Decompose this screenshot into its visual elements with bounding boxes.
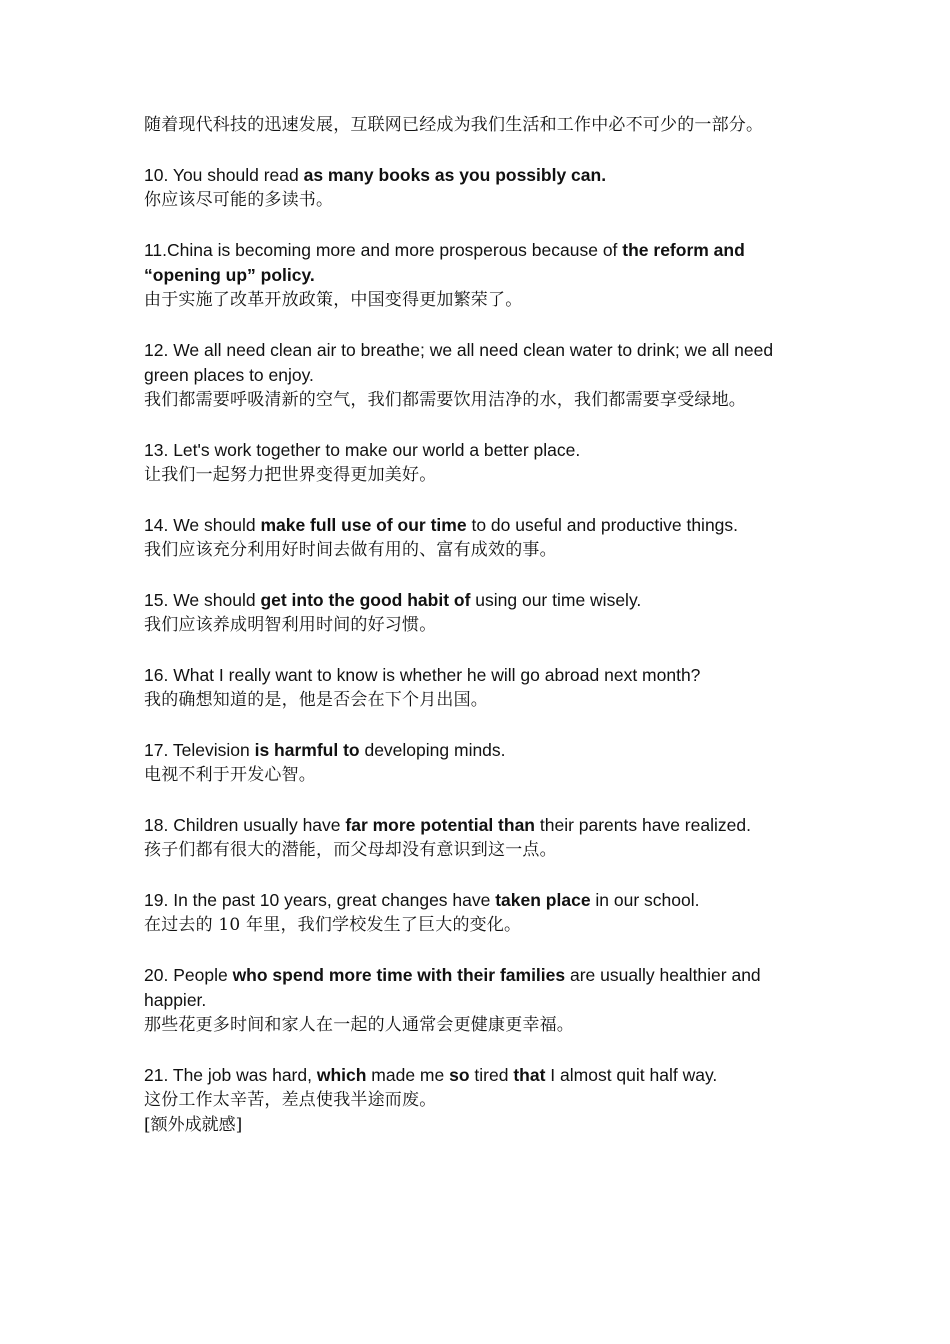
chinese-translation: 我们应该充分利用好时间去做有用的、富有成效的事。 [144, 540, 557, 560]
sentence-number: 18. [144, 815, 174, 835]
english-sentence [144, 1063, 809, 1088]
english-sentence [144, 588, 809, 613]
english-sentence [144, 888, 809, 913]
sentence-number: 20. [144, 965, 174, 985]
sentence-text: We should [173, 590, 261, 610]
sentence-text: What I really want to know is whether he will go abroad next month? [173, 665, 701, 685]
sentence-text: China is becoming more and more prosperous because of [167, 240, 623, 260]
sentence-number: 19. [144, 890, 174, 910]
sentence-number: 16. [144, 665, 174, 685]
english-sentence [144, 813, 809, 838]
sentence-item [144, 588, 809, 638]
sentence-item [144, 1063, 809, 1138]
english-sentence [144, 738, 809, 763]
sentence-number: 11. [144, 240, 168, 260]
chinese-translation: 这份工作太辛苦，差点使我半途而废。 [144, 1090, 437, 1110]
sentence-text: are usually healthier and happier. [144, 965, 761, 1010]
sentence-text: developing minds. [359, 740, 506, 760]
sentence-item [144, 738, 809, 788]
sentence-text: to do useful and productive things. [466, 515, 739, 535]
sentence-text: tired [469, 1065, 514, 1085]
sentence-number: 14. [144, 515, 174, 535]
english-sentence [144, 438, 809, 463]
sentence-item [144, 888, 809, 938]
key-phrase: as many books as you possibly can. [303, 165, 607, 185]
sentence-text: The job was hard, [172, 1065, 317, 1085]
document-page [144, 113, 809, 1163]
key-phrase: is harmful to [254, 740, 360, 760]
sentence-text: People [173, 965, 233, 985]
sentence-item [144, 238, 809, 313]
sentence-item [144, 338, 809, 413]
chinese-translation: 我的确想知道的是，他是否会在下个月出国。 [144, 690, 488, 710]
english-sentence [144, 963, 809, 1013]
key-phrase: that [513, 1065, 546, 1085]
chinese-translation: 由于实施了改革开放政策，中国变得更加繁荣了。 [144, 290, 523, 310]
sentence-number: 17. [144, 740, 173, 760]
sentence-text: Let's work together to make our world a better place. [173, 440, 581, 460]
sentence-text: Children usually have [173, 815, 346, 835]
key-phrase: who spend more time with their families [232, 965, 566, 985]
chinese-translation: 让我们一起努力把世界变得更加美好。 [144, 465, 437, 485]
sentence-item [144, 513, 809, 563]
sentence-text: We all need clean air to breathe; we all need clean water to drink; we all need green places to enjoy. [144, 340, 774, 385]
sentence-text: using our time wisely. [470, 590, 642, 610]
chinese-translation: 那些花更多时间和家人在一起的人通常会更健康更幸福。 [144, 1015, 574, 1035]
sentence-number: 12. [144, 340, 174, 360]
chinese-translation: 孩子们都有很大的潜能，而父母却没有意识到这一点。 [144, 840, 557, 860]
sentence-item [144, 438, 809, 488]
intro-chinese-text: 随着现代科技的迅速发展，互联网已经成为我们生活和工作中必不可少的一部分。 [144, 115, 764, 135]
sentence-text: We should [173, 515, 261, 535]
sentence-list [144, 163, 809, 1138]
sentence-number: 21. [144, 1065, 173, 1085]
chinese-translation: 电视不利于开发心智。 [144, 765, 316, 785]
english-sentence [144, 238, 809, 288]
sentence-number: 10. [144, 165, 173, 185]
chinese-translation: 我们应该养成明智利用时间的好习惯。 [144, 615, 437, 635]
english-sentence [144, 513, 809, 538]
sentence-number: 15. [144, 590, 174, 610]
key-phrase: get into the good habit of [260, 590, 471, 610]
key-phrase: make full use of our time [260, 515, 467, 535]
english-sentence [144, 163, 809, 188]
key-phrase: which [316, 1065, 367, 1085]
key-phrase: the reform and “opening up” policy. [144, 240, 745, 285]
sentence-item [144, 163, 809, 213]
sentence-text: I almost quit half way. [545, 1065, 718, 1085]
sentence-text: Television [172, 740, 255, 760]
english-sentence [144, 663, 809, 688]
sentence-text: in our school. [590, 890, 700, 910]
sentence-item [144, 813, 809, 863]
sentence-text: made me [366, 1065, 450, 1085]
chinese-translation: 我们都需要呼吸清新的空气，我们都需要饮用洁净的水，我们都需要享受绿地。 [144, 390, 746, 410]
sentence-text: You should read [172, 165, 304, 185]
sentence-item [144, 963, 809, 1038]
sentence-text: In the past 10 years, great changes have [173, 890, 496, 910]
chinese-translation: 你应该尽可能的多读书。 [144, 190, 334, 210]
sentence-text: their parents have realized. [535, 815, 751, 835]
english-sentence [144, 338, 809, 388]
key-phrase: far more potential than [345, 815, 535, 835]
sentence-item [144, 663, 809, 713]
bracket-note: [额外成就感] [144, 1115, 243, 1135]
key-phrase: so [449, 1065, 470, 1085]
intro-block [144, 113, 809, 138]
sentence-number: 13. [144, 440, 174, 460]
key-phrase: taken place [495, 890, 591, 910]
chinese-translation: 在过去的 10 年里，我们学校发生了巨大的变化。 [144, 915, 522, 935]
